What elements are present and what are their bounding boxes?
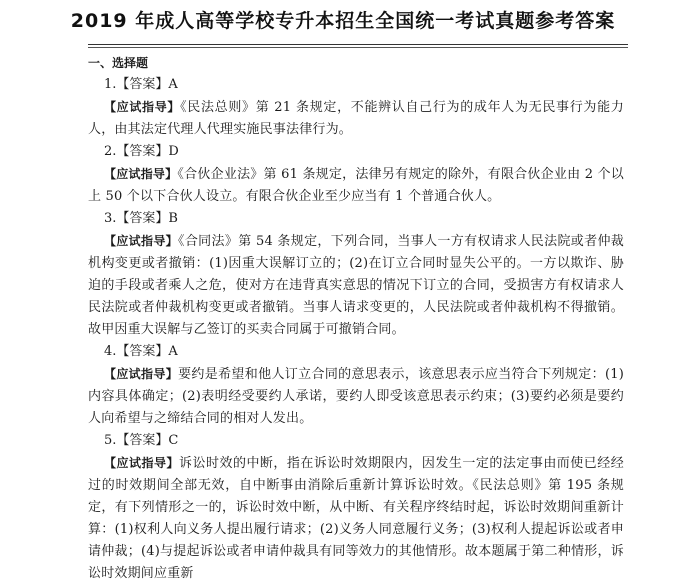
answer-tag: 【答案】 [116, 77, 169, 92]
document-title: 2019 年成人高等学校专升本招生全国统一考试真题参考答案 [70, 10, 616, 32]
guide-paragraph [88, 452, 624, 585]
document-body [88, 52, 624, 585]
guide-paragraph [88, 230, 624, 341]
answer-value: C [168, 433, 179, 448]
answer-value: A [168, 77, 178, 92]
guide-label: 【应试指导】 [104, 456, 179, 470]
title-rule-thin [88, 47, 628, 48]
guide-label: 【应试指导】 [104, 100, 181, 114]
guide-label: 【应试指导】 [104, 167, 178, 181]
guide-text: 《民法总则》第 21 条规定，不能辨认自己行为的成年人为无民事行为能力人，由其法定代理人代理实施民事法律行为。 [88, 100, 624, 137]
answer-value: B [168, 211, 178, 226]
guide-paragraph [88, 163, 624, 208]
answer-line [88, 74, 624, 96]
answer-value: D [168, 144, 179, 159]
answer-tag: 【答案】 [116, 433, 169, 448]
answer-line [88, 208, 624, 230]
question-number: 3. [104, 211, 117, 226]
question-number: 1. [104, 77, 117, 92]
title-rule-thick [88, 44, 628, 45]
guide-paragraph [88, 363, 624, 430]
answer-tag: 【答案】 [116, 144, 169, 159]
question-number: 2. [104, 144, 117, 159]
section-heading: 一、选择题 [88, 56, 149, 70]
answer-value: A [168, 344, 178, 359]
answer-line [88, 141, 624, 163]
answer-tag: 【答案】 [116, 344, 169, 359]
guide-paragraph [88, 96, 624, 141]
guide-text: 要约是希望和他人订立合同的意思表示，该意思表示应当符合下列规定：(1)内容具体确定；(2)表明经受要约人承诺，要约人即受该意思表示约束；(3)要约必须是要约人向希望与之缔结合同的相对人发出。 [88, 367, 625, 426]
question-number: 5. [104, 433, 117, 448]
guide-label: 【应试指导】 [104, 234, 179, 248]
answer-tag: 【答案】 [116, 211, 169, 226]
guide-text: 《合同法》第 54 条规定，下列合同，当事人一方有权请求人民法院或者仲裁机构变更或者撤销：(1)因重大误解订立的；(2)在订立合同时显失公平的。一方以欺诈、胁迫的手段或者乘人之危，使对方在违背真实意思的情况下订立的合同，受损害方有权请求人民法院或者仲裁机构变更或者撤销。当事人请求变更的，人民法院或者仲裁机构不得撤销。故甲因重大误解与乙签订的买卖合同属于可撤销合同。 [88, 234, 624, 337]
answer-line [88, 341, 624, 363]
guide-text: 诉讼时效的中断，指在诉讼时效期限内，因发生一定的法定事由而使已经经过的时效期间全部无效，自中断事由消除后重新计算诉讼时效。《民法总则》第 195 条规定，有下列情形之一的，诉讼时效中断，从中断、有关程序终结时起，诉讼时效期间重新计算：(1)权利人向义务人提出履行请求；(2)义务人同意履行义务；(3)权利人提起诉讼或者申请仲裁；(4)与提起诉讼或者申请仲裁具有同等效力的其他情形。故本题属于第二种情形，诉讼时效期间应重新 [88, 456, 624, 581]
question-number: 4. [104, 344, 117, 359]
answer-line [88, 430, 624, 452]
guide-text: 《合伙企业法》第 61 条规定，法律另有规定的除外，有限合伙企业由 2 个以上 50 个以下合伙人设立。有限合伙企业至少应当有 1 个普通合伙人。 [88, 167, 624, 204]
guide-label: 【应试指导】 [104, 367, 179, 381]
